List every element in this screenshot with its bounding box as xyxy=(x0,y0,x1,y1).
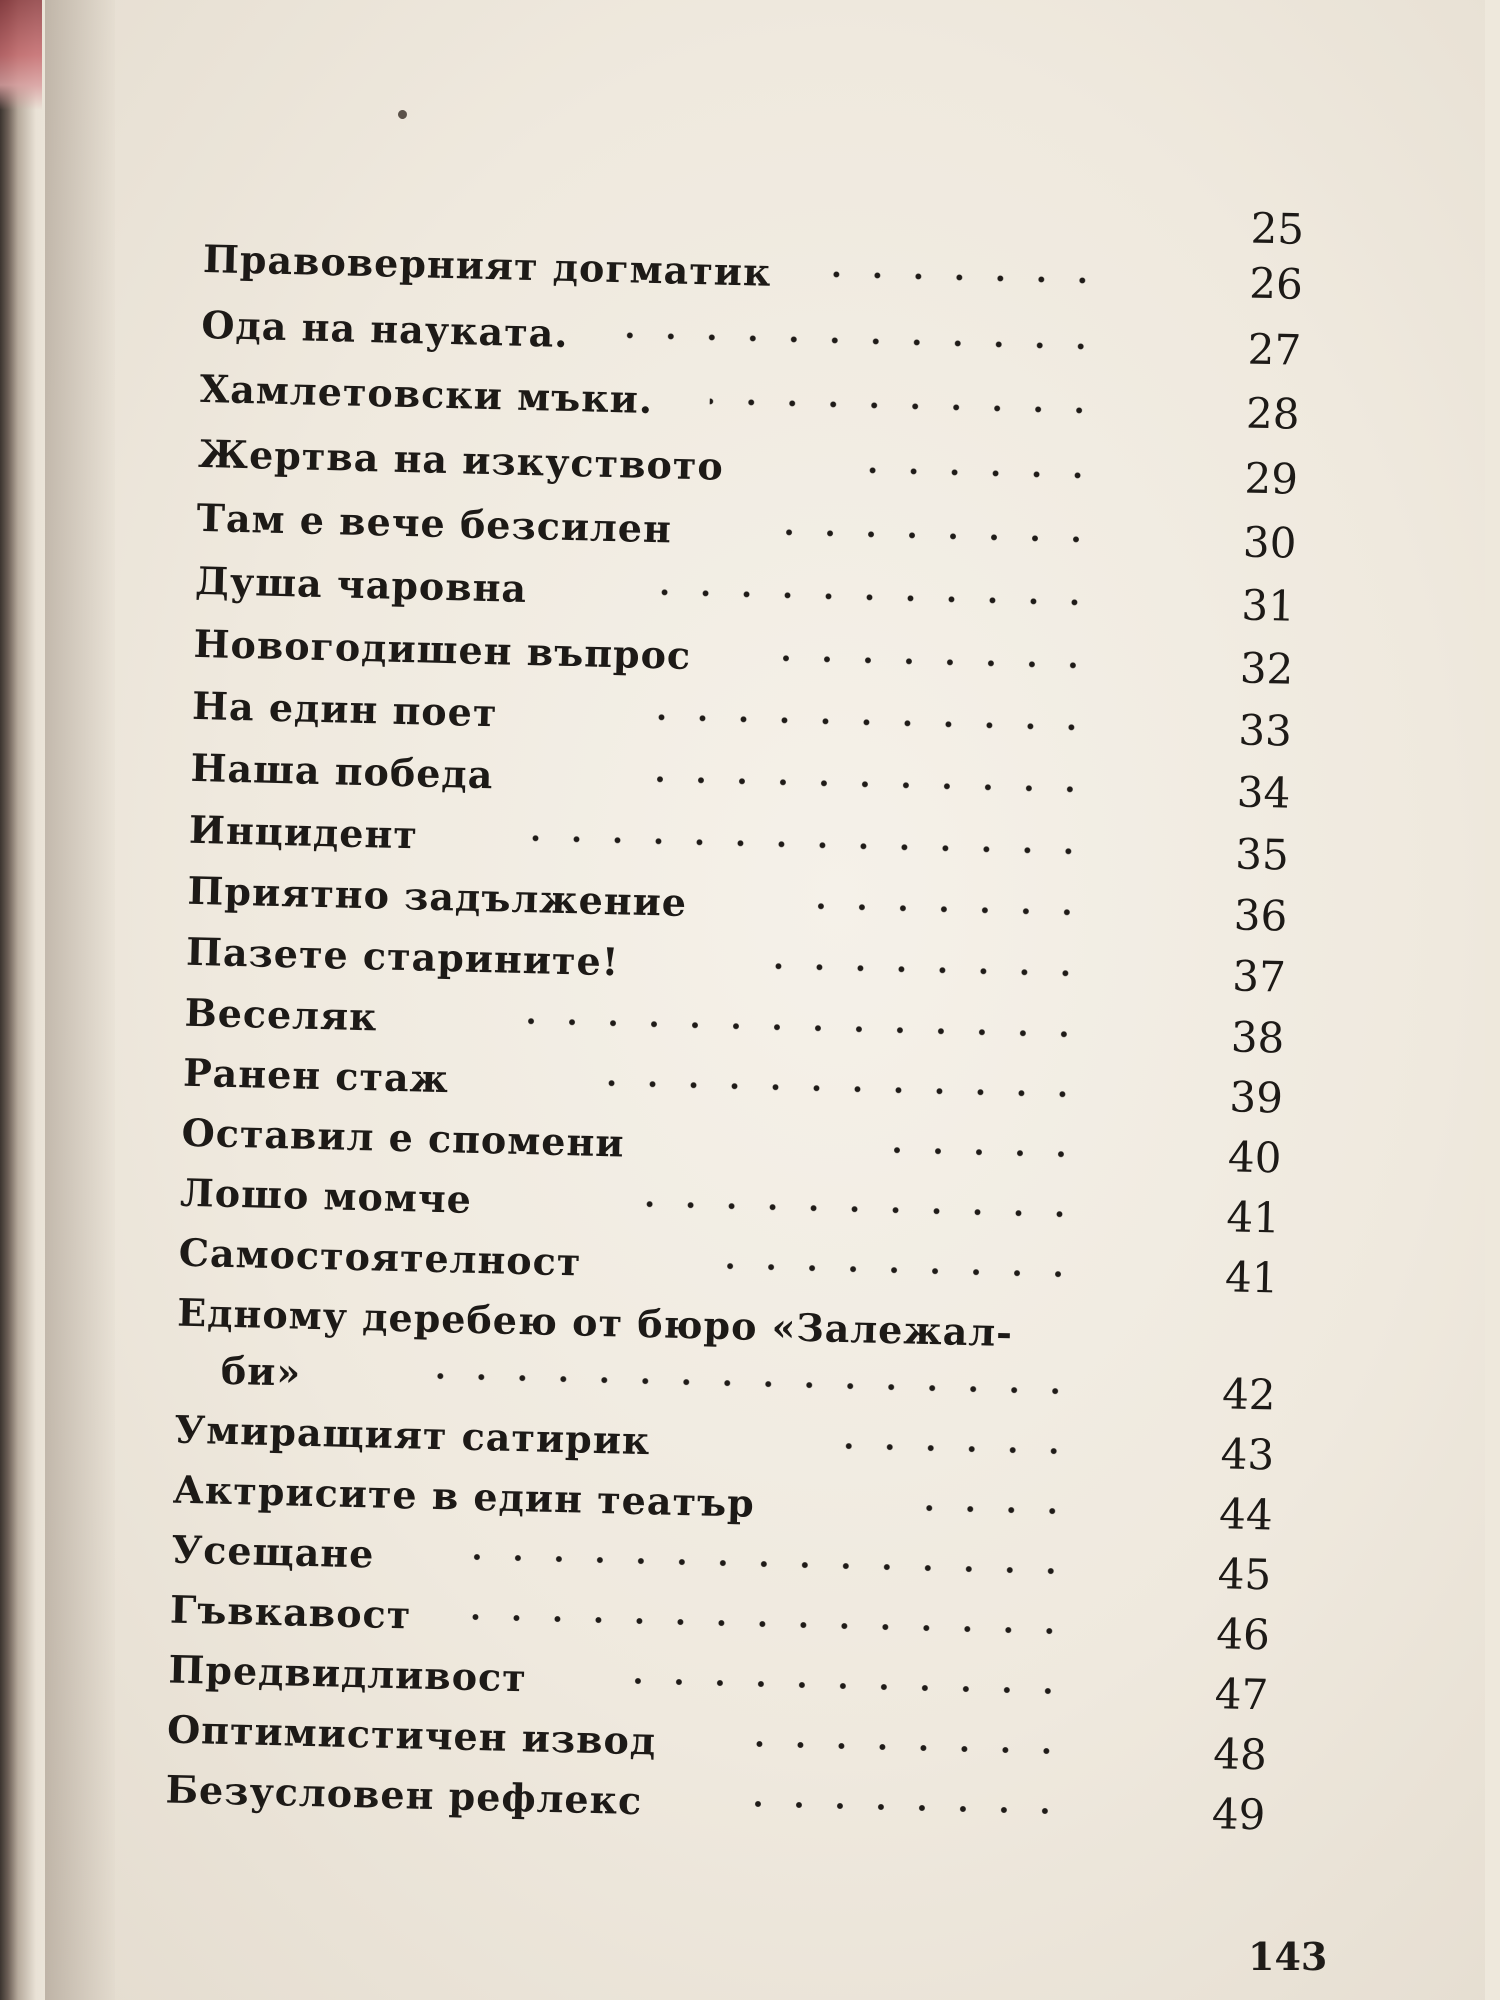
toc-page-number: 29 xyxy=(1243,453,1299,504)
toc-entry-title: Правоверният догматик xyxy=(202,235,773,295)
leader-dots xyxy=(756,956,1086,984)
toc-page-number: 44 xyxy=(1218,1489,1274,1540)
toc-entry-title: Предвидливост xyxy=(168,1646,528,1701)
toc-entry-title: Самостоятелност xyxy=(178,1229,582,1285)
toc-page-number: 40 xyxy=(1227,1132,1283,1183)
toc-entry-title: Умиращият сатирик xyxy=(173,1406,651,1464)
toc-page-number: 32 xyxy=(1239,643,1294,694)
toc-entry-title: На един поет xyxy=(191,682,498,736)
toc-entry-title: Новогодишен въпрос xyxy=(193,620,692,679)
toc-page-number: 36 xyxy=(1233,890,1288,941)
toc-page-number: 49 xyxy=(1211,1789,1266,1840)
leader-dots xyxy=(471,1547,1071,1582)
toc-entry-title: Лошо момче xyxy=(179,1169,473,1222)
leader-dots xyxy=(735,1793,1065,1821)
toc-page-number: 46 xyxy=(1215,1609,1271,1660)
leader-dots xyxy=(621,325,1101,357)
toc-entry-title: Гъвкавост xyxy=(169,1586,412,1638)
toc-entry-title: Инцидент xyxy=(188,806,419,858)
toc-page-number: 38 xyxy=(1230,1012,1285,1063)
leader-dots xyxy=(848,460,1098,486)
toc-page-number: 31 xyxy=(1240,580,1296,631)
toc-page-number: 37 xyxy=(1231,951,1287,1002)
toc-page-number: 28 xyxy=(1245,388,1301,439)
leader-dots xyxy=(529,828,1089,862)
toc-page-number: 30 xyxy=(1242,517,1298,568)
toc-entry-title: Наша победа xyxy=(190,744,494,798)
leader-dots xyxy=(645,582,1095,613)
leader-dots xyxy=(709,391,1099,421)
leader-dots xyxy=(603,1073,1083,1105)
leader-dots xyxy=(470,1607,1070,1642)
toc-entry-title: Ранен стаж xyxy=(182,1049,450,1102)
toc-page-number: 43 xyxy=(1220,1429,1275,1480)
toc-page-number: 26 xyxy=(1248,258,1304,309)
leader-dots xyxy=(640,769,1090,800)
toc-entry-title: Оптимистичен извод xyxy=(166,1706,657,1764)
toc-page-number: 27 xyxy=(1247,324,1302,375)
toc-page-number: 34 xyxy=(1236,767,1291,818)
table-cloth-corner xyxy=(0,0,42,110)
leader-dots xyxy=(797,896,1087,923)
leader-dots xyxy=(763,648,1093,676)
toc-page-number: 39 xyxy=(1228,1072,1284,1123)
toc-entry-title-continuation: би» xyxy=(220,1347,302,1395)
toc-page-number: 48 xyxy=(1212,1729,1268,1780)
leader-dots xyxy=(903,1497,1073,1521)
toc-entry-title: Оставил е спомени xyxy=(181,1109,626,1166)
toc-entry-title: Усещане xyxy=(170,1526,375,1577)
toc-page-number: 41 xyxy=(1224,1252,1280,1303)
toc-entry-title: Безусловен рефлекс xyxy=(165,1766,643,1824)
toc-entry-title: Приятно задължение xyxy=(187,867,688,925)
toc-entry-title: Пазете старините! xyxy=(185,928,620,985)
toc-entry-title: Жертва на изкуството xyxy=(197,430,725,489)
toc-page-number: 33 xyxy=(1237,705,1293,756)
page-gutter-shadow xyxy=(45,0,115,2000)
toc-entry-title: Душа чаровна xyxy=(194,557,528,611)
leader-dots xyxy=(524,1011,1084,1045)
leader-dots xyxy=(766,522,1096,550)
leader-dots xyxy=(881,1140,1081,1165)
leader-dots xyxy=(823,264,1103,291)
toc-entry-title: Актрисите в един театър xyxy=(172,1466,756,1526)
toc-entry-title: Веселяк xyxy=(184,989,379,1040)
toc-entry-title: Ода на науката. xyxy=(200,301,570,356)
toc-page-number: 35 xyxy=(1234,829,1290,880)
toc-page-number: 45 xyxy=(1217,1549,1272,1600)
page-number: 143 xyxy=(1248,1934,1328,1979)
toc-entry-title: Там е вече безсилен xyxy=(196,494,673,552)
leader-dots xyxy=(630,1194,1080,1225)
toc-page-number: 47 xyxy=(1214,1669,1269,1720)
leader-dots xyxy=(708,1256,1078,1285)
leader-dots xyxy=(737,1733,1067,1761)
toc-page-number: 25 xyxy=(1250,203,1305,254)
leader-dots xyxy=(436,1366,1076,1402)
leader-dots xyxy=(824,1436,1074,1462)
toc-entry-title: Хамлетовски мъки. xyxy=(199,365,654,423)
toc-entry-title: Едному деребею от бюро «Залежал- xyxy=(176,1289,1014,1356)
leader-dots xyxy=(628,1671,1068,1702)
toc-page-number: 41 xyxy=(1225,1192,1281,1243)
leader-dots xyxy=(642,707,1092,738)
toc-page-number: 42 xyxy=(1221,1369,1277,1420)
